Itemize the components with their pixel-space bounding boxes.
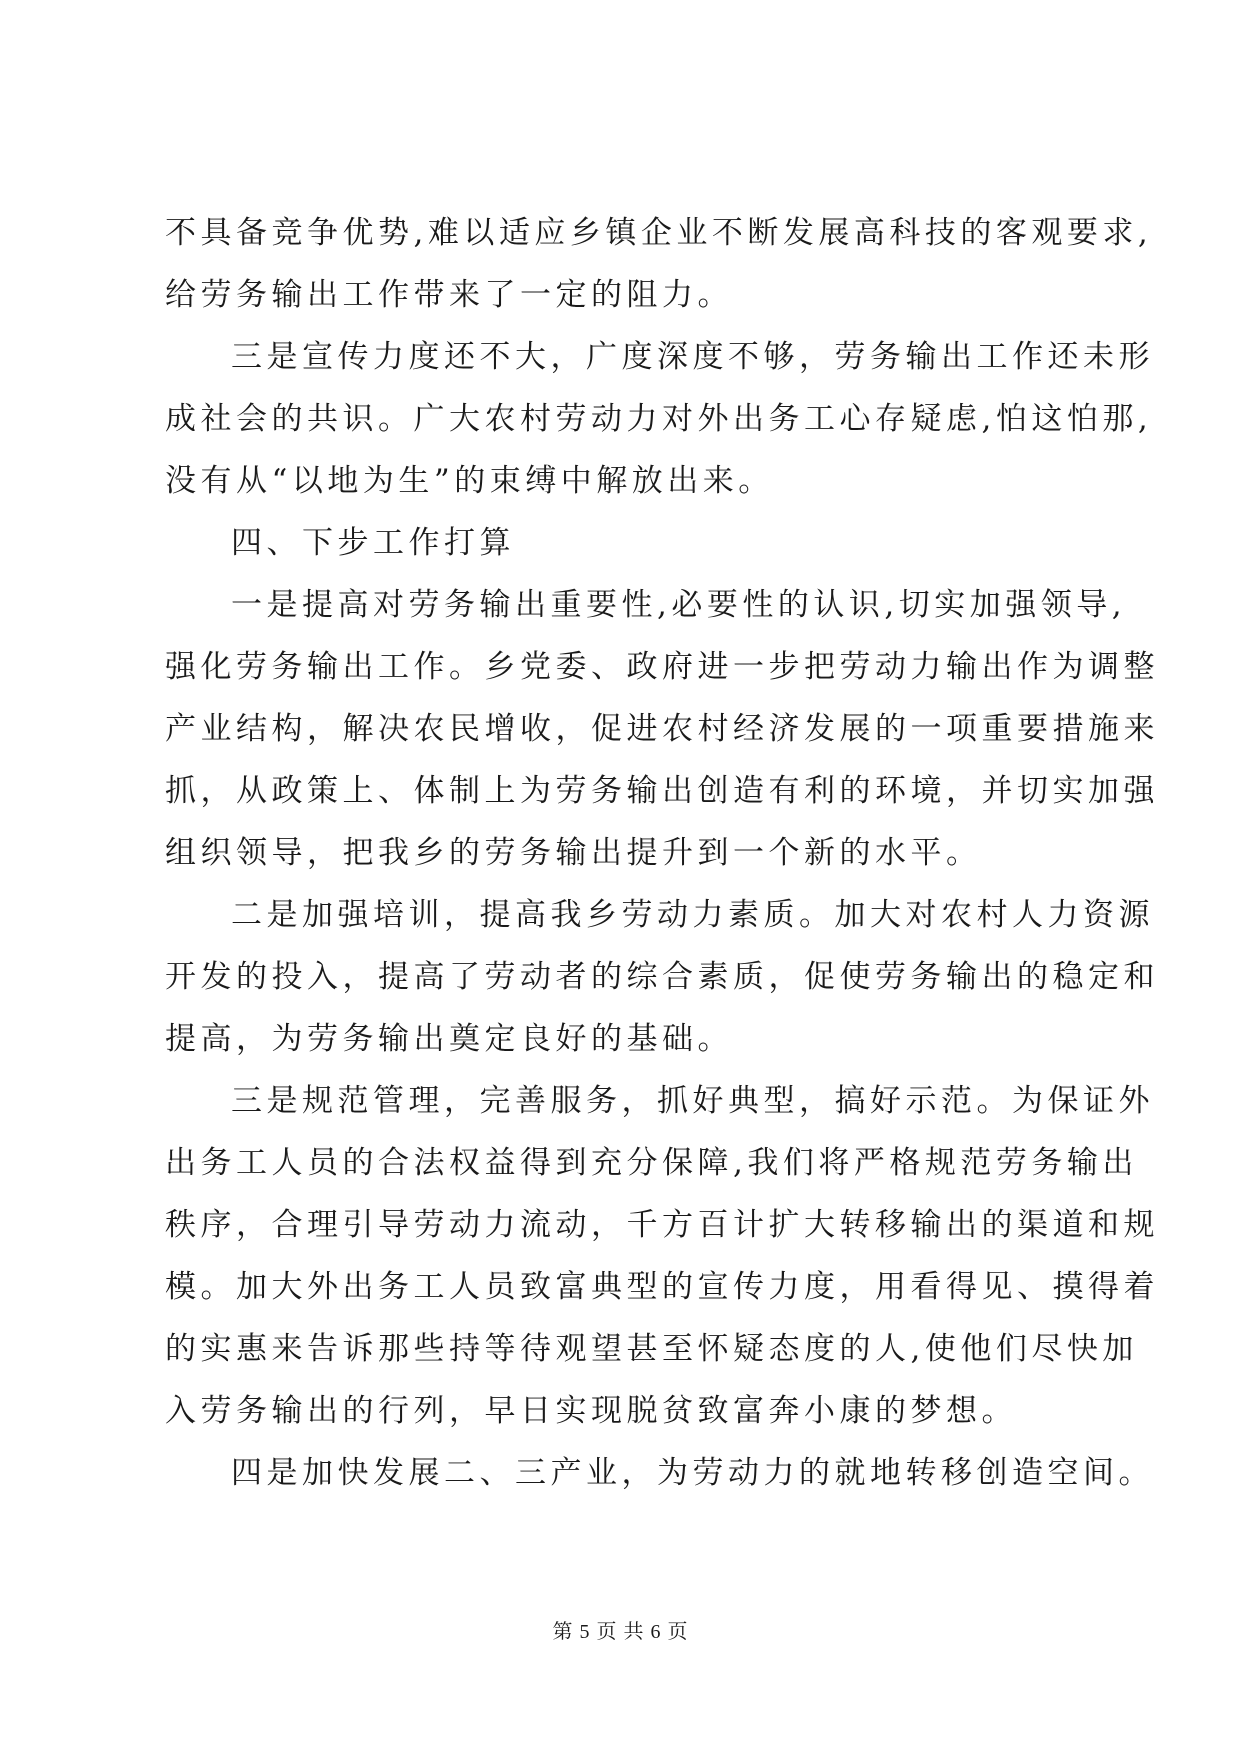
- text-line: 的实惠来告诉那些持等待观望甚至怀疑态度的人,使他们尽快加: [165, 1331, 1138, 1367]
- paragraph-start-line: 二是加强培训，提高我乡劳动力素质。加大对农村人力资源: [231, 897, 1154, 933]
- page-number-footer: 第 5 页 共 6 页: [552, 1621, 689, 1643]
- paragraph-start-line: 一是提高对劳务输出重要性,必要性的认识,切实加强领导,: [231, 587, 1127, 623]
- section-heading: 四、下步工作打算: [231, 525, 515, 561]
- text-line: 产业结构，解决农民增收，促进农村经济发展的一项重要措施来: [165, 711, 1159, 747]
- text-line: 不具备竞争优势,难以适应乡镇企业不断发展高科技的客观要求,: [165, 215, 1153, 251]
- text-line: 出务工人员的合法权益得到充分保障,我们将严格规范劳务输出: [165, 1145, 1138, 1181]
- text-line: 成社会的共识。广大农村劳动力对外出务工心存疑虑,怕这怕那,: [165, 401, 1153, 437]
- text-line: 没有从“以地为生”的束缚中解放出来。: [165, 463, 774, 499]
- text-line: 抓，从政策上、体制上为劳务输出创造有利的环境，并切实加强: [165, 773, 1159, 809]
- text-line: 开发的投入，提高了劳动者的综合素质，促使劳务输出的稳定和: [165, 959, 1159, 995]
- paragraph-start-line: 三是宣传力度还不大，广度深度不够，劳务输出工作还未形: [231, 339, 1154, 375]
- text-line: 模。加大外出务工人员致富典型的宣传力度，用看得见、摸得着: [165, 1269, 1159, 1305]
- paragraph-start-line: 三是规范管理，完善服务，抓好典型，搞好示范。为保证外: [231, 1083, 1154, 1119]
- text-line: 强化劳务输出工作。乡党委、政府进一步把劳动力输出作为调整: [165, 649, 1159, 685]
- paragraph-start-line: 四是加快发展二、三产业，为劳动力的就地转移创造空间。: [231, 1455, 1154, 1491]
- text-line: 给劳务输出工作带来了一定的阻力。: [165, 277, 733, 313]
- text-line: 组织领导，把我乡的劳务输出提升到一个新的水平。: [165, 835, 982, 871]
- text-line: 入劳务输出的行列，早日实现脱贫致富奔小康的梦想。: [165, 1393, 1017, 1429]
- document-body: [165, 202, 1159, 1504]
- text-line: 秩序，合理引导劳动力流动，千方百计扩大转移输出的渠道和规: [165, 1207, 1159, 1243]
- text-line: 提高，为劳务输出奠定良好的基础。: [165, 1021, 733, 1057]
